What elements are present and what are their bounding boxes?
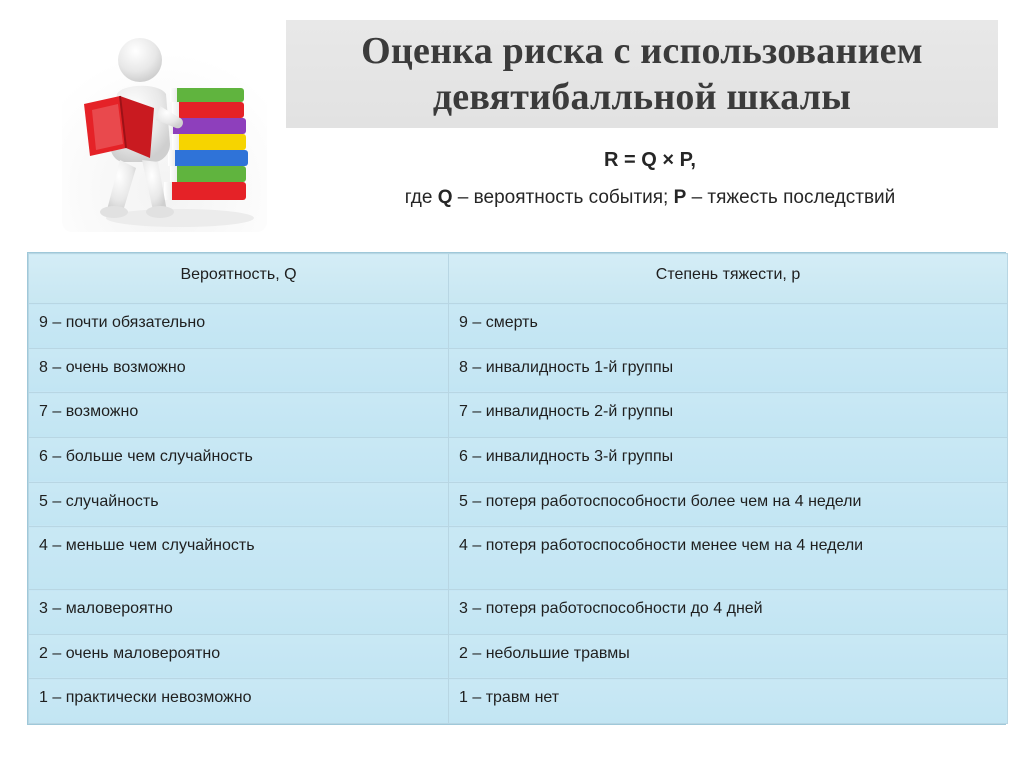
formula-description xyxy=(340,187,960,210)
probability-cell: 8 – очень возможно xyxy=(29,348,449,393)
person-left-leg xyxy=(108,160,136,213)
risk-scale-table xyxy=(28,253,1008,724)
formula-block xyxy=(340,148,960,210)
severity-cell: 1 – травм нет xyxy=(449,679,1008,724)
severity-cell: 7 – инвалидность 2-й группы xyxy=(449,393,1008,438)
severity-cell: 8 – инвалидность 1-й группы xyxy=(449,348,1008,393)
probability-cell: 1 – практически невозможно xyxy=(29,679,449,724)
severity-cell: 6 – инвалидность 3-й группы xyxy=(449,437,1008,482)
severity-cell: 4 – потеря работоспособности менее чем на 4 недели xyxy=(449,527,1008,590)
probability-cell: 2 – очень маловероятно xyxy=(29,634,449,679)
table-row xyxy=(29,437,1008,482)
table-row xyxy=(29,590,1008,635)
table-row xyxy=(29,634,1008,679)
q-label: Q xyxy=(437,187,453,208)
header-severity: Степень тяжести, р xyxy=(449,254,1008,304)
floor-shadow xyxy=(106,209,254,227)
book-pages xyxy=(164,182,172,200)
book-pages xyxy=(168,150,175,166)
table-header xyxy=(29,254,1008,304)
risk-formula: R = Q × P, xyxy=(604,149,696,171)
severity-cell: 9 – смерть xyxy=(449,304,1008,349)
book-red-bottom xyxy=(164,182,246,200)
red-open-book-icon xyxy=(84,96,154,158)
severity-cell: 5 – потеря работоспособности более чем на 4 недели xyxy=(449,482,1008,527)
open-book-highlight xyxy=(92,104,123,150)
probability-cell: 6 – больше чем случайность xyxy=(29,437,449,482)
table-row xyxy=(29,348,1008,393)
person-right-foot xyxy=(146,206,174,218)
illustration-svg xyxy=(62,22,267,232)
table-row xyxy=(29,304,1008,349)
book-blue xyxy=(168,150,248,166)
page-title: Оценка риска с использованием девятибалльной шкалы xyxy=(361,29,923,118)
book-yellow xyxy=(172,134,246,150)
person-right-leg xyxy=(142,160,167,213)
p-description: – тяжесть последствий xyxy=(686,187,896,208)
person-reading-book-with-stack-of-books-icon xyxy=(62,22,267,232)
table-row xyxy=(29,482,1008,527)
book-pages xyxy=(172,134,179,150)
table-header-row xyxy=(29,254,1008,304)
probability-cell: 7 – возможно xyxy=(29,393,449,438)
table-row xyxy=(29,679,1008,724)
book-green xyxy=(170,166,246,182)
severity-cell: 3 – потеря работоспособности до 4 дней xyxy=(449,590,1008,635)
book-stack-icon xyxy=(164,88,248,200)
probability-cell: 4 – меньше чем случайность xyxy=(29,527,449,590)
description-prefix: где xyxy=(404,187,438,208)
header-probability: Вероятность, Q xyxy=(29,254,449,304)
q-description: – вероятность события; xyxy=(452,187,674,208)
book-red-middle xyxy=(172,102,244,118)
p-label: P xyxy=(673,187,687,208)
book-green-top xyxy=(170,88,244,102)
table-row xyxy=(29,393,1008,438)
probability-cell: 5 – случайность xyxy=(29,482,449,527)
book-pages xyxy=(170,88,177,102)
probability-cell: 9 – почти обязательно xyxy=(29,304,449,349)
table-row xyxy=(29,527,1008,590)
severity-cell: 2 – небольшие травмы xyxy=(449,634,1008,679)
book-pages xyxy=(170,166,177,182)
person-left-foot xyxy=(100,206,128,218)
table-body xyxy=(29,304,1008,724)
probability-cell: 3 – маловероятно xyxy=(29,590,449,635)
person-head xyxy=(118,38,162,82)
title-box xyxy=(286,20,998,128)
risk-scale-table-container xyxy=(27,252,1006,725)
